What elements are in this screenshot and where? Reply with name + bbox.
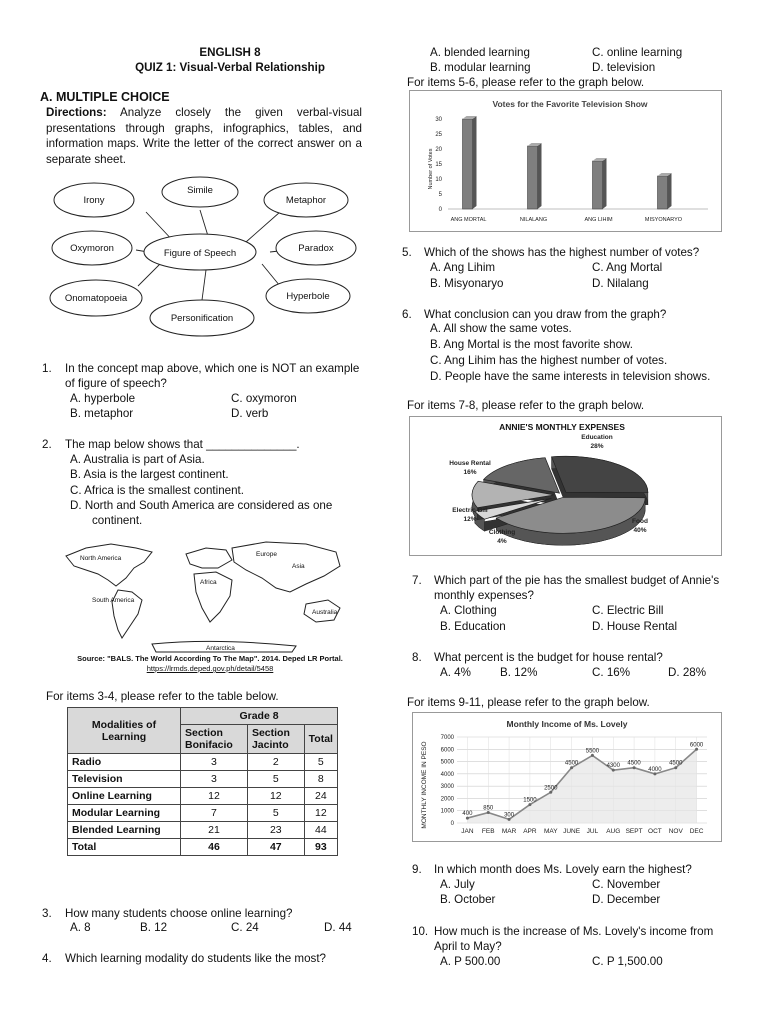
q7-option-d: D. House Rental bbox=[592, 620, 678, 633]
income-category-label: MAR bbox=[501, 828, 517, 835]
q6-option-d: D. People have the same interests in television shows. bbox=[430, 370, 711, 383]
income-data-label: 4000 bbox=[648, 766, 662, 773]
q10-option-c: C. P 1,500.00 bbox=[592, 955, 663, 968]
income-chart-title: Monthly Income of Ms. Lovely bbox=[506, 719, 628, 729]
table-cell: 5 bbox=[304, 754, 337, 771]
table-header-bonifacio: Section Bonifacio bbox=[181, 725, 248, 754]
table-header-modalities: Modalities of Learning bbox=[68, 708, 181, 754]
q10-option-a: A. P 500.00 bbox=[440, 955, 501, 968]
table-cell: 8 bbox=[304, 771, 337, 788]
q2-text: The map below shows that ______________. bbox=[65, 438, 300, 451]
income-data-label: 850 bbox=[483, 805, 494, 812]
q9-option-a: A. July bbox=[440, 878, 475, 891]
votes-bar-side bbox=[473, 116, 477, 209]
section-title: A. MULTIPLE CHOICE bbox=[40, 90, 170, 104]
votes-y-tick: 15 bbox=[435, 162, 442, 168]
q7-option-a: A. Clothing bbox=[440, 604, 497, 617]
q2-option-a: A. Australia is part of Asia. bbox=[70, 453, 205, 466]
votes-y-tick: 25 bbox=[435, 132, 442, 138]
map-label-europe: Europe bbox=[256, 551, 277, 558]
q7-number: 7. bbox=[412, 574, 422, 587]
table-cell: 5 bbox=[247, 805, 304, 822]
expenses-chart-title: ANNIE'S MONTHLY EXPENSES bbox=[499, 422, 625, 432]
income-y-tick: 0 bbox=[450, 821, 454, 827]
income-category-label: OCT bbox=[648, 828, 662, 835]
items-5-6-note: For items 5-6, please refer to the graph below. bbox=[407, 76, 645, 89]
q9-option-c: C. November bbox=[592, 878, 661, 891]
q7-text: Which part of the pie has the smallest budget of Annie's monthly expenses? bbox=[434, 574, 720, 602]
income-y-tick: 6000 bbox=[440, 747, 454, 754]
q4-option-c: C. online learning bbox=[592, 46, 683, 59]
income-category-label: MAY bbox=[543, 828, 558, 835]
income-category-label: JUNE bbox=[563, 828, 581, 835]
income-data-label: 300 bbox=[504, 812, 515, 819]
table-cell: 93 bbox=[304, 839, 337, 856]
votes-chart-title: Votes for the Favorite Television Show bbox=[492, 99, 648, 109]
table-cell: 12 bbox=[247, 788, 304, 805]
votes-category-label: ANG LIHIM bbox=[584, 217, 613, 223]
world-map bbox=[56, 534, 350, 654]
income-chart-frame bbox=[412, 712, 722, 842]
q8-option-b: B. 12% bbox=[500, 666, 538, 679]
votes-bar bbox=[593, 161, 603, 209]
q9-option-d: D. December bbox=[592, 893, 661, 906]
map-label-north-america: North America bbox=[80, 555, 122, 562]
q8-option-a: A. 4% bbox=[440, 666, 471, 679]
income-data-label: 4500 bbox=[627, 760, 641, 767]
votes-category-label: NILALANG bbox=[519, 217, 548, 223]
pie-label-education: Education bbox=[581, 434, 613, 441]
votes-y-tick: 30 bbox=[435, 117, 442, 123]
income-data-label: 4500 bbox=[564, 760, 579, 767]
votes-bar bbox=[528, 146, 538, 209]
table-cell: 7 bbox=[181, 805, 248, 822]
pie-pct-education: 28% bbox=[590, 443, 604, 450]
q5-option-a: A. Ang Lihim bbox=[430, 261, 496, 274]
items-7-8-note: For items 7-8, please refer to the graph below. bbox=[407, 399, 645, 412]
q4-number: 4. bbox=[42, 952, 52, 965]
q3-text: How many students choose online learning? bbox=[65, 907, 293, 920]
income-category-label: SEPT bbox=[625, 828, 643, 835]
table-cell: 12 bbox=[304, 805, 337, 822]
table-cell: 5 bbox=[247, 771, 304, 788]
table-cell: 46 bbox=[181, 839, 248, 856]
income-y-tick: 5000 bbox=[440, 759, 454, 766]
table-row-label: Blended Learning bbox=[68, 822, 181, 839]
table-row bbox=[68, 771, 338, 788]
directions bbox=[46, 105, 362, 167]
expenses-chart-frame bbox=[409, 416, 722, 556]
table-row bbox=[68, 754, 338, 771]
pie-slice bbox=[552, 456, 648, 492]
directions-text: Analyze closely the given verbal-visual presentations through graphs, infographics, tables, and information maps. Write the letter of the correct answer on a separate sheet. bbox=[46, 106, 362, 166]
concept-node-onomatopoeia: Onomatopoeia bbox=[64, 293, 128, 304]
q1-option-a: A. hyperbole bbox=[70, 392, 136, 405]
pie-label-electric-bill: Electric Bill bbox=[452, 507, 488, 514]
income-data-label: 5500 bbox=[585, 748, 600, 755]
quiz-title: QUIZ 1: Visual-Verbal Relationship bbox=[135, 61, 325, 74]
income-category-label: NOV bbox=[668, 828, 683, 835]
pie-label-clothing: Clothing bbox=[488, 529, 516, 536]
votes-y-tick: 20 bbox=[435, 147, 442, 153]
votes-chart-frame bbox=[409, 90, 722, 232]
concept-node-paradox: Paradox bbox=[298, 243, 334, 254]
table-cell: 3 bbox=[181, 771, 248, 788]
table-cell: 44 bbox=[304, 822, 337, 839]
q6-option-a: A. All show the same votes. bbox=[430, 322, 572, 335]
quiz-subject: ENGLISH 8 bbox=[199, 46, 261, 59]
income-category-label: JAN bbox=[461, 828, 474, 835]
table-header-grade: Grade 8 bbox=[181, 708, 338, 725]
pie-label-house-rental: House Rental bbox=[449, 460, 491, 467]
q2-number: 2. bbox=[42, 438, 52, 451]
q2-option-c: C. Africa is the smallest continent. bbox=[70, 484, 244, 497]
q3-option-d: D. 44 bbox=[324, 921, 352, 934]
items-9-11-note: For items 9-11, please refer to the graph below. bbox=[407, 696, 650, 709]
pie-pct-electric-bill: 12% bbox=[463, 516, 477, 523]
map-label-south-america: South America bbox=[92, 597, 135, 604]
income-data-label: 4500 bbox=[669, 760, 683, 767]
income-category-label: APR bbox=[523, 828, 537, 835]
votes-bar-side bbox=[538, 143, 542, 209]
q1-option-c: C. oxymoron bbox=[231, 392, 297, 405]
expenses-pie-chart bbox=[410, 417, 721, 555]
table-header-total: Total bbox=[304, 725, 337, 754]
map-label-africa: Africa bbox=[200, 579, 217, 586]
q1-option-d: D. verb bbox=[231, 407, 269, 420]
pie-pct-food: 40% bbox=[633, 527, 647, 534]
income-y-tick: 2000 bbox=[440, 796, 454, 803]
votes-category-label: ANG MORTAL bbox=[450, 217, 487, 223]
income-y-tick: 7000 bbox=[440, 735, 454, 741]
votes-y-tick: 0 bbox=[438, 207, 442, 213]
q5-option-d: D. Nilalang bbox=[592, 277, 649, 290]
q4-option-d: D. television bbox=[592, 61, 656, 74]
table-cell: 2 bbox=[247, 754, 304, 771]
directions-label: Directions: bbox=[46, 106, 107, 119]
q10-text: How much is the increase of Ms. Lovely's income from April to May? bbox=[434, 925, 714, 953]
q6-option-b: B. Ang Mortal is the most favorite show. bbox=[430, 338, 633, 351]
votes-bar-side bbox=[668, 173, 672, 209]
q6-text: What conclusion can you draw from the graph? bbox=[424, 308, 667, 321]
pie-label-food: Food bbox=[632, 518, 648, 525]
q7-option-c: C. Electric Bill bbox=[592, 604, 664, 617]
votes-category-label: MISYONARYO bbox=[644, 217, 683, 223]
q1-text: In the concept map above, which one is NOT an example of figure of speech? bbox=[65, 362, 360, 390]
q8-option-d: D. 28% bbox=[668, 666, 707, 679]
q8-text: What percent is the budget for house rental? bbox=[434, 651, 663, 664]
q1-number: 1. bbox=[42, 362, 52, 375]
q3-option-c: C. 24 bbox=[231, 921, 259, 934]
table-cell: 21 bbox=[181, 822, 248, 839]
q9-text: In which month does Ms. Lovely earn the highest? bbox=[434, 863, 692, 876]
q5-number: 5. bbox=[402, 246, 412, 259]
q6-number: 6. bbox=[402, 308, 412, 321]
concept-center: Figure of Speech bbox=[163, 248, 237, 259]
income-y-tick: 3000 bbox=[440, 784, 454, 791]
income-data-label: 2500 bbox=[544, 785, 558, 792]
map-label-antarctica: Antarctica bbox=[206, 645, 235, 652]
q4-option-b: B. modular learning bbox=[430, 61, 531, 74]
concept-map bbox=[48, 174, 364, 344]
q2-option-d: D. North and South America are considered as one continent. bbox=[70, 499, 333, 527]
income-line-chart bbox=[413, 713, 721, 841]
table-row-label: Radio bbox=[68, 754, 181, 771]
table-row-label: Total bbox=[68, 839, 181, 856]
q4-option-a: A. blended learning bbox=[430, 46, 530, 59]
map-source: Source: "BALS. The World According To The Map". 2014. Deped LR Portal. bbox=[77, 654, 343, 663]
q1-option-b: B. metaphor bbox=[70, 407, 134, 420]
concept-node-metaphor: Metaphor bbox=[285, 195, 327, 206]
map-label-asia: Asia bbox=[292, 563, 305, 570]
concept-node-oxymoron: Oxymoron bbox=[70, 243, 114, 254]
table-header-jacinto: Section Jacinto bbox=[247, 725, 304, 754]
table-cell: 24 bbox=[304, 788, 337, 805]
modalities-table bbox=[67, 707, 338, 856]
q6-option-c: C. Ang Lihim has the highest number of votes. bbox=[430, 354, 668, 367]
q8-option-c: C. 16% bbox=[592, 666, 631, 679]
q8-number: 8. bbox=[412, 651, 422, 664]
income-data-label: 1500 bbox=[523, 797, 537, 804]
votes-bar-side bbox=[603, 158, 607, 209]
pie-pct-house-rental: 16% bbox=[463, 469, 477, 476]
income-data-label: 6000 bbox=[689, 742, 704, 749]
q4-text: Which learning modality do students like the most? bbox=[65, 952, 326, 965]
income-category-label: JUL bbox=[586, 828, 599, 835]
q2-option-b: B. Asia is the largest continent. bbox=[70, 468, 229, 481]
table-cell: 12 bbox=[181, 788, 248, 805]
table-row bbox=[68, 839, 338, 856]
q3-number: 3. bbox=[42, 907, 52, 920]
q3-option-b: B. 12 bbox=[140, 921, 168, 934]
votes-bar bbox=[658, 176, 668, 209]
concept-node-simile: Simile bbox=[187, 185, 213, 196]
income-category-label: FEB bbox=[481, 828, 495, 835]
concept-node-personification: Personification bbox=[170, 313, 234, 324]
votes-y-tick: 5 bbox=[438, 192, 442, 198]
votes-bar-chart bbox=[410, 91, 721, 231]
table-row bbox=[68, 822, 338, 839]
q3-option-a: A. 8 bbox=[70, 921, 91, 934]
votes-y-label: Number of Votes bbox=[428, 148, 434, 190]
table-row bbox=[68, 805, 338, 822]
income-data-label: 4300 bbox=[606, 763, 620, 770]
income-category-label: AUG bbox=[606, 828, 621, 835]
concept-node-irony: Irony bbox=[83, 195, 105, 206]
table-cell: 3 bbox=[181, 754, 248, 771]
table-row bbox=[68, 788, 338, 805]
table-row-label: Modular Learning bbox=[68, 805, 181, 822]
map-source-url[interactable]: https://lrmds.deped.gov.ph/detail/5458 bbox=[146, 664, 274, 673]
map-label-australia: Australia bbox=[312, 609, 338, 616]
q9-option-b: B. October bbox=[440, 893, 496, 906]
q5-option-c: C. Ang Mortal bbox=[592, 261, 663, 274]
table-body bbox=[68, 754, 338, 856]
votes-bar bbox=[463, 119, 473, 209]
income-category-label: DEC bbox=[689, 828, 704, 835]
income-y-tick: 4000 bbox=[440, 771, 454, 778]
table-row-label: Television bbox=[68, 771, 181, 788]
income-data-label: 400 bbox=[462, 811, 473, 818]
table-cell: 23 bbox=[247, 822, 304, 839]
concept-node-hyperbole: Hyperbole bbox=[286, 291, 330, 302]
table-row-label: Online Learning bbox=[68, 788, 181, 805]
income-y-label: MONTHLY INCOME IN PESO bbox=[421, 741, 428, 829]
q9-number: 9. bbox=[412, 863, 422, 876]
q5-option-b: B. Misyonaryo bbox=[430, 277, 504, 290]
votes-y-tick: 10 bbox=[435, 177, 442, 183]
items-3-4-note: For items 3-4, please refer to the table below. bbox=[46, 690, 279, 703]
q7-option-b: B. Education bbox=[440, 620, 506, 633]
income-y-tick: 1000 bbox=[440, 808, 454, 815]
pie-pct-clothing: 4% bbox=[497, 538, 507, 545]
q5-text: Which of the shows has the highest number of votes? bbox=[424, 246, 700, 259]
table-cell: 47 bbox=[247, 839, 304, 856]
q10-number: 10. bbox=[412, 925, 429, 938]
